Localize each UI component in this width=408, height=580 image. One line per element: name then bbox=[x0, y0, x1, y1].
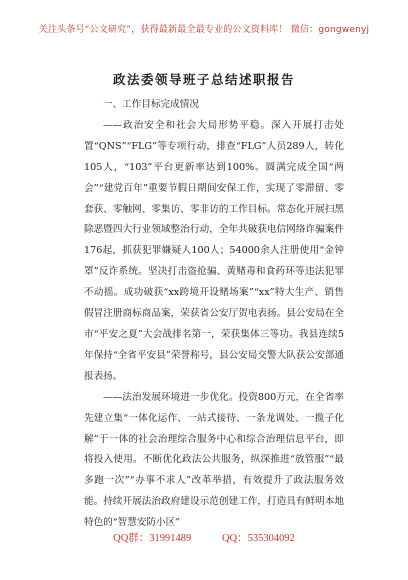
qq-number: QQ：535304092 bbox=[221, 533, 295, 544]
qq-group-number: QQ群：31991489 bbox=[113, 533, 192, 544]
page-header-banner: 关注头条号“公文研究”，获得最新最全最专业的公文资料库！ 微信：gongwenyj bbox=[38, 25, 370, 35]
document-title: 政法委领导班子总结述职报告 bbox=[112, 72, 295, 87]
paragraph-political-security: ——政治安全和社会大局形势平稳。深入开展打击处置“QNS”“FLG”等专项行动，排查“FLG”人员289人，转化105人，“103”平台更新率达到100%。圆满完成全国“两会”“建党百年”重要节假日期间安保工作，实现了零滞留、零套获、零触网、零集访、零非访的工作目标。常态化开展扫黑除恶暨四大行业领域整治行动，全年共破获电信网络诈骗案件176起，抓获犯罪嫌疑人100人；54000余人注册使用“金钟罩”反诈系统。坚决打击盗抢骗、黄赌毒和食药环等违法犯罪不动摇。成功破获“xx跨境开设赌场案”“xx”特大生产、销售假冒注册商标商品案，荣获省公安厅贺电表扬。县公安局在全市“平安之夏”大会战排名第一，荣获集体三等功。我县连续5年保持“全省平安县”荣誉称号，县公安局交警大队获公安部通报表扬。 bbox=[84, 119, 344, 382]
document-body bbox=[84, 95, 344, 534]
paragraph-rule-of-law: ——法治发展环境进一步优化。投资800万元，在全省率先建立集“一体化运作、一站式接待、一条龙调处、一揽子化解”于一体的社会治理综合服务中心和综合治理信息平台，即将投入使用。不断优化政法公共服务，纵深推进“放管服”“最多跑一次”“办事不求人”改革举措，有效提升了政法服务效能。持续开展法治政府建设示范创建工作，打造具有鲜明本地特色的“智慧安防小区” bbox=[84, 391, 344, 529]
section-heading: 一、工作目标完成情况 bbox=[103, 99, 199, 110]
page-footer bbox=[0, 530, 408, 545]
